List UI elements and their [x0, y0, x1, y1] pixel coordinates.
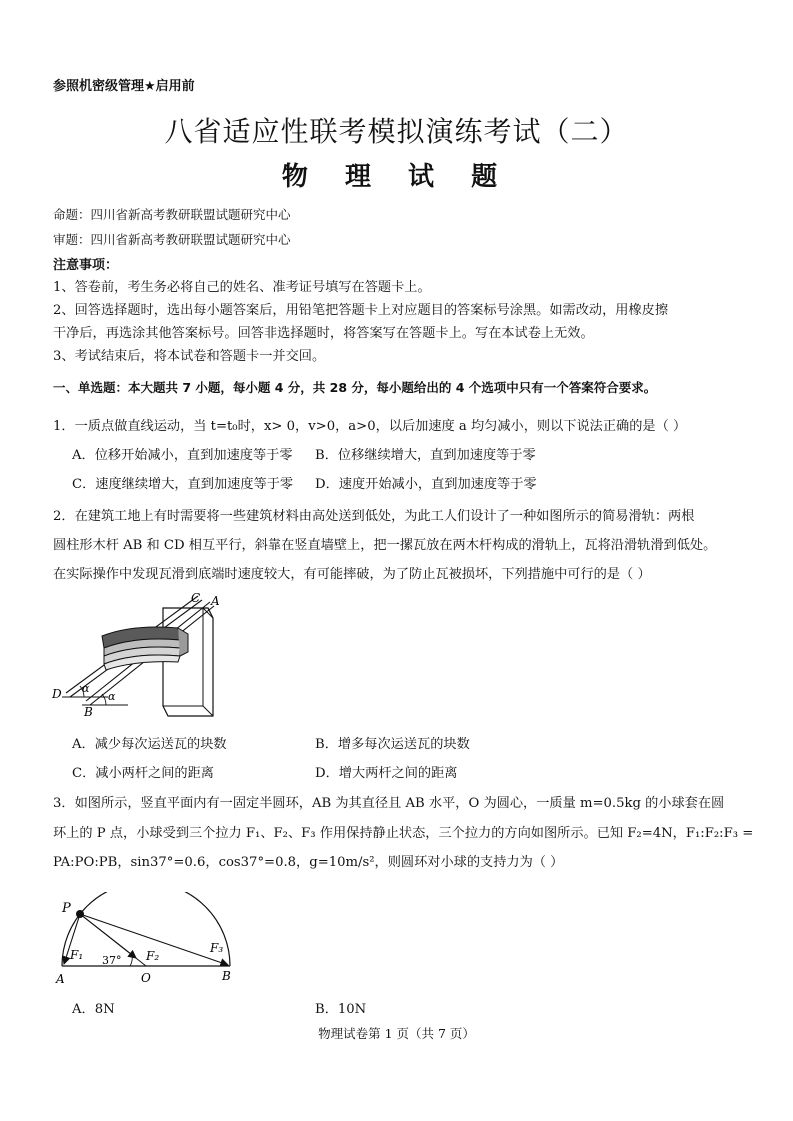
q3-stem-line: 3．如图所示，竖直平面内有一固定半圆环，AB 为其直径且 AB 水平，O 为圆心，一质量 m=0.5kg 的小球套在圆 [53, 796, 725, 811]
q2-option-c: C．减小两杆之间的距离 [72, 766, 214, 781]
q2-stem-line: 在实际操作中发现瓦滑到底端时速度较大，有可能摔破，为了防止瓦被损坏，下列措施中可行的是（ ） [53, 567, 651, 582]
label-f2: F₂ [146, 949, 160, 963]
label-o: O [141, 971, 151, 985]
label-alpha: α [82, 682, 90, 695]
label-f3: F₃ [210, 941, 224, 955]
q3-semicircle-figure [50, 892, 250, 992]
label-b: B [84, 705, 93, 719]
q3-option-a: A．8N [72, 1002, 115, 1017]
author-line: 命题：四川省新高考教研联盟试题研究中心 [53, 207, 291, 222]
subject-title: 物 理 试 题 [281, 162, 512, 192]
force-f2 [80, 914, 136, 958]
q1-stem: 1．一质点做直线运动，当 t=t₀时，x> 0，v>0，a>0，以后加速度 a 均匀减小，则以下说法正确的是（ ） [53, 419, 687, 434]
label-angle: 37° [102, 954, 122, 967]
q2-option-a: A．减少每次运送瓦的块数 [72, 737, 227, 752]
q2-stem-line: 圆柱形木杆 AB 和 CD 相互平行，斜靠在竖直墙壁上，把一摞瓦放在两木杆构成的滑轨上，瓦将沿滑轨滑到低处。 [53, 538, 717, 553]
q2-stem-line: 2．在建筑工地上有时需要将一些建筑材料由高处送到低处，为此工人们设计了一种如图所示的简易滑轨：两根 [53, 509, 695, 524]
q2-rail-figure [48, 588, 238, 720]
q1-option-d: D．速度开始减小，直到加速度等于零 [315, 477, 537, 492]
q3-option-b: B．10N [315, 1002, 367, 1017]
label-d: D [52, 687, 62, 701]
label-a: A [211, 594, 220, 608]
q2-option-b: B．增多每次运送瓦的块数 [315, 737, 470, 752]
label-alpha: α [108, 690, 116, 703]
label-p: P [62, 901, 71, 916]
note-item: 2、回答选择题时，选出每小题答案后，用铅笔把答题卡上对应题目的答案标号涂黑。如需改动，用橡皮擦 [53, 303, 669, 318]
confidential-label: 参照机密级管理★启用前 [53, 79, 195, 94]
ball-p [76, 910, 84, 918]
page-footer: 物理试卷第 1 页（共 7 页） [318, 1026, 475, 1041]
label-c: C [191, 591, 201, 605]
q2-option-d: D．增大两杆之间的距离 [315, 766, 458, 781]
q3-stem-line: PA:PO:PB，sin37°=0.6，cos37°=0.8，g=10m/s²，则圆环对小球的支持力为（ ） [53, 855, 564, 870]
exam-title: 八省适应性联考模拟演练考试（二） [164, 115, 629, 148]
note-item: 干净后，再选涂其他答案标号。回答非选择题时，将答案写在答题卡上。写在本试卷上无效。 [53, 326, 594, 341]
section-heading: 一、单选题：本大题共 7 小题，每小题 4 分，共 28 分，每小题给出的 4 个选项中只有一个答案符合要求。 [53, 380, 657, 395]
reviewer-line: 审题：四川省新高考教研联盟试题研究中心 [53, 232, 291, 247]
label-f1: F₁ [70, 948, 84, 962]
q3-stem-line: 环上的 P 点，小球受到三个拉力 F₁、F₂、F₃ 作用保持静止状态，三个拉力的方向如图所示。已知 F₂=4N，F₁:F₂:F₃ = [53, 826, 754, 841]
note-item: 3、考试结束后，将本试卷和答题卡一并交回。 [53, 349, 326, 364]
notes-heading: 注意事项： [53, 258, 119, 273]
q1-option-c: C．速度继续增大，直到加速度等于零 [72, 477, 294, 492]
q1-option-b: B．位移继续增大，直到加速度等于零 [315, 448, 536, 463]
q1-option-a: A．位移开始减小，直到加速度等于零 [72, 448, 293, 463]
label-b: B [222, 969, 231, 983]
note-item: 1、答卷前，考生务必将自己的姓名、准考证号填写在答题卡上。 [53, 280, 431, 295]
label-a: A [56, 972, 65, 986]
